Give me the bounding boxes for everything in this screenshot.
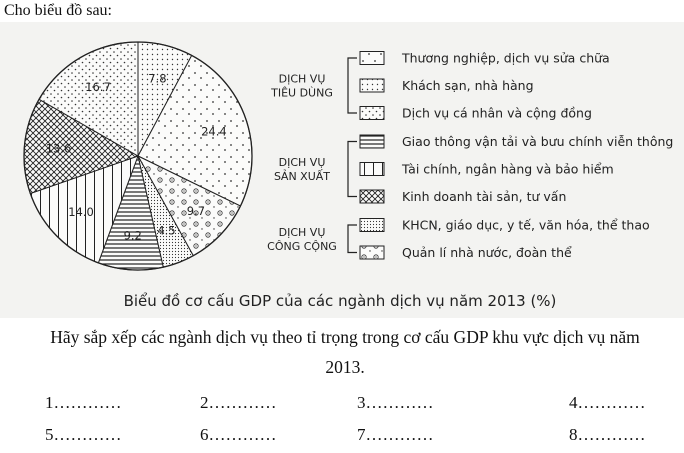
legend-label: Giao thông vận tải và bưu chính viễn thông [402,134,674,149]
answer-blank-2[interactable]: 2………… [200,393,277,412]
legend-swatch-thuong-nghiep-dich-vu-sua-chua [360,52,384,65]
pie-chart-figure [0,22,684,318]
legend-group-label: SẢN XUẤT [273,170,331,183]
pie-chart-svg [0,22,684,318]
answer-blank-3[interactable]: 3………… [357,393,434,412]
pie-value-label: 16.7 [85,79,111,94]
legend-group-bracket [348,225,357,253]
legend-group-bracket [348,58,357,113]
answer-blank-1[interactable]: 1………… [45,393,122,412]
pie-value-label: 7.8 [148,71,167,86]
pie-value-label: 14.0 [68,204,94,219]
answer-blank-7[interactable]: 7………… [357,425,434,444]
legend-label: Quản lí nhà nước, đoàn thể [402,245,572,260]
legend-swatch-khach-san-nha-hang [360,79,384,92]
legend [267,51,673,261]
legend-group-label: DỊCH VỤ [278,72,326,86]
legend-label: Kinh doanh tài sản, tư vấn [402,189,567,204]
legend-label: Tài chính, ngân hàng và bảo hiểm [402,161,614,177]
question-line-2: 2013. [325,357,365,377]
answer-blank-8[interactable]: 8………… [569,425,646,444]
answer-blank-6[interactable]: 6………… [200,425,277,444]
legend-group-label: DỊCH VỤ [278,225,326,239]
pie-value-label: 9.7 [186,203,206,218]
pie-value-label: 13.6 [45,141,72,156]
legend-swatch-khcn-giao-duc-y-te-van-hoa-the-thao [360,219,384,232]
legend-swatch-quan-li-nha-nuoc-doan-the [360,246,384,259]
pie-value-label: 4.5 [157,223,176,238]
legend-label: Thương nghiệp, dịch vụ sửa chữa [402,50,610,66]
legend-swatch-kinh-doanh-tai-san-tu-van [360,190,384,203]
pie-value-label: 24.4 [201,124,227,139]
answer-blank-4[interactable]: 4………… [569,393,646,412]
question-line-1: Hãy sắp xếp các ngành dịch vụ theo tỉ trọng trong cơ cấu GDP khu vực dịch vụ năm [50,327,640,347]
pie [24,42,252,270]
legend-label: Dịch vụ cá nhân và cộng đồng [402,105,592,121]
legend-label: KHCN, giáo dục, y tế, văn hóa, thể thao [402,217,650,233]
legend-swatch-dich-vu-ca-nhan-va-cong-dong [360,107,384,120]
legend-group-label: TIÊU DÙNG [271,86,333,100]
intro-text: Cho biểu đồ sau: [4,2,112,19]
pie-value-label: 9.2 [123,228,142,243]
legend-group-label: DỊCH VỤ [278,156,326,169]
legend-group-label: CÔNG CỘNG [267,239,337,253]
chart-title: Biểu đồ cơ cấu GDP của các ngành dịch vụ năm 2013 (%) [123,292,557,310]
legend-swatch-tai-chinh-ngan-hang-va-bao-hiem [360,163,384,176]
legend-label: Khách sạn, nhà hàng [402,78,534,93]
legend-swatch-giao-thong-van-tai-va-buu-chinh-vien-thong [360,135,384,148]
legend-group-bracket [348,142,357,197]
answer-blank-5[interactable]: 5………… [45,425,122,444]
